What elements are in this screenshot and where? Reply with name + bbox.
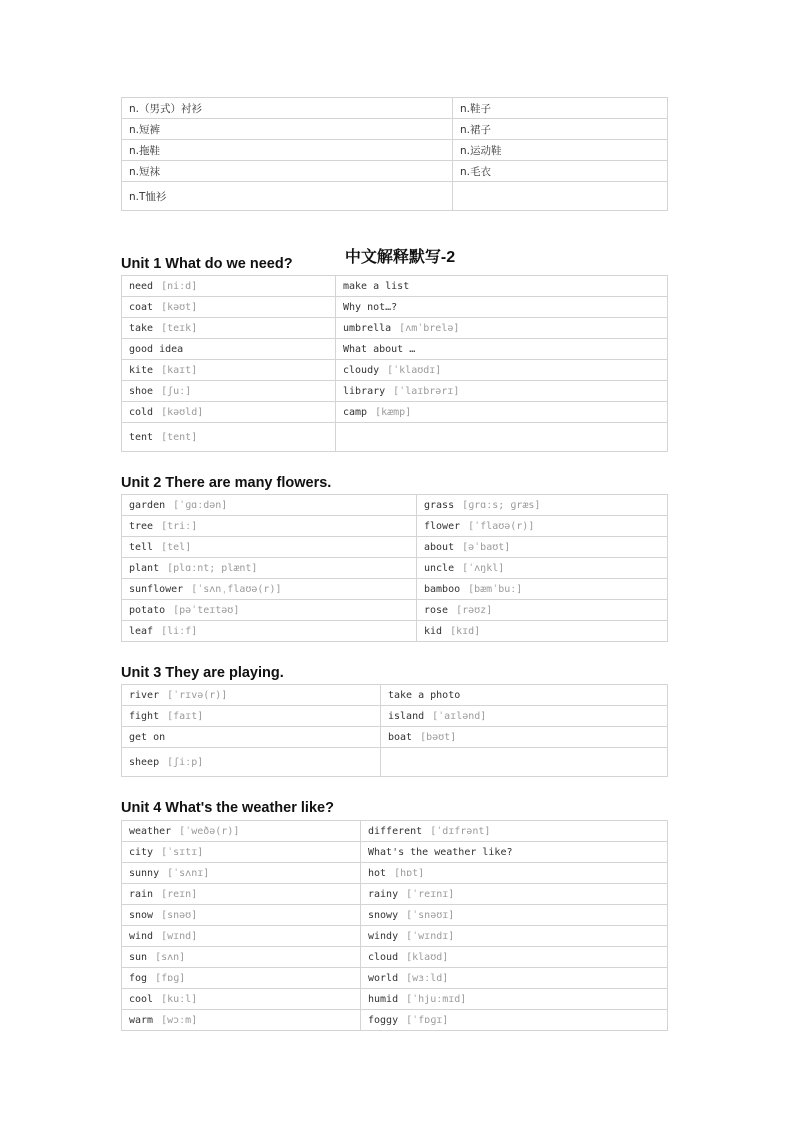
table-cell xyxy=(122,706,381,727)
phonetic-text: [ʃiːp] xyxy=(167,756,204,768)
phonetic-text: [kuːl] xyxy=(161,993,198,1005)
table-cell xyxy=(122,926,361,947)
phonetic-text: [ˈfɒɡɪ] xyxy=(406,1014,449,1026)
unit-1-table xyxy=(121,275,668,452)
phonetic-text: [hɒt] xyxy=(394,867,425,879)
vocab-word: cloud xyxy=(368,951,399,963)
vocab-word: uncle xyxy=(424,562,455,574)
vocab-word: potato xyxy=(129,604,166,616)
vocab-word: leaf xyxy=(129,625,154,637)
vocab-word: Why not…? xyxy=(343,301,398,313)
table-cell xyxy=(122,1010,361,1031)
table-cell xyxy=(361,989,668,1010)
table-cell xyxy=(453,119,668,140)
table-cell xyxy=(122,381,336,402)
phonetic-text: [snəʊ] xyxy=(161,909,198,921)
table-row xyxy=(122,926,668,947)
table-cell xyxy=(336,276,668,297)
table-cell xyxy=(417,558,668,579)
table-cell xyxy=(361,842,668,863)
table-row xyxy=(122,423,668,452)
vocab-word: umbrella xyxy=(343,322,392,334)
unit-3-heading: Unit 3 They are playing. xyxy=(121,665,284,681)
unit-2-heading: Unit 2 There are many flowers. xyxy=(121,475,332,491)
table-row xyxy=(122,579,668,600)
table-cell xyxy=(361,1010,668,1031)
table-cell xyxy=(417,516,668,537)
unit-4-table-body xyxy=(122,821,668,1031)
vocab-word: What's the weather like? xyxy=(368,846,513,858)
table-row xyxy=(122,600,668,621)
vocab-word: sunny xyxy=(129,867,160,879)
vocab-word: plant xyxy=(129,562,160,574)
vocab-word: n.毛衣 xyxy=(460,165,491,178)
table-row xyxy=(122,339,668,360)
unit-2-table-body xyxy=(122,495,668,642)
table-row xyxy=(122,98,668,119)
table-row xyxy=(122,842,668,863)
table-row xyxy=(122,119,668,140)
vocab-word: sheep xyxy=(129,756,160,768)
table-cell xyxy=(381,685,668,706)
table-cell xyxy=(417,600,668,621)
phonetic-text: [ʌmˈbrelə] xyxy=(399,322,460,334)
table-cell xyxy=(122,161,453,182)
vocab-word: n.T恤衫 xyxy=(129,190,167,203)
table-cell xyxy=(122,558,417,579)
phonetic-text: [kɪd] xyxy=(450,625,481,637)
table-cell xyxy=(122,318,336,339)
phonetic-text: [teɪk] xyxy=(161,322,198,334)
table-cell xyxy=(122,182,453,211)
vocab-word: weather xyxy=(129,825,172,837)
table-cell xyxy=(361,968,668,989)
vocab-word: make a list xyxy=(343,280,410,292)
phonetic-text: [niːd] xyxy=(161,280,198,292)
table-cell xyxy=(417,495,668,516)
phonetic-text: [kæmp] xyxy=(375,406,412,418)
phonetic-text: [liːf] xyxy=(161,625,198,637)
vocab-word: flower xyxy=(424,520,461,532)
table-cell xyxy=(381,727,668,748)
table-row xyxy=(122,297,668,318)
table-row xyxy=(122,947,668,968)
vocab-word: city xyxy=(129,846,154,858)
unit-4-table xyxy=(121,820,668,1031)
table-cell xyxy=(122,968,361,989)
table-cell xyxy=(361,926,668,947)
table-row xyxy=(122,884,668,905)
table-row xyxy=(122,706,668,727)
table-row xyxy=(122,182,668,211)
phonetic-text: [ˈɡɑːdən] xyxy=(173,499,228,511)
phonetic-text: [klaʊd] xyxy=(406,951,449,963)
table-cell xyxy=(122,339,336,360)
vocab-word: n.鞋子 xyxy=(460,102,491,115)
phonetic-text: [kəʊld] xyxy=(161,406,204,418)
table-cell xyxy=(122,360,336,381)
phonetic-text: [kəʊt] xyxy=(161,301,198,313)
table-cell xyxy=(361,905,668,926)
table-cell xyxy=(336,381,668,402)
vocab-word: n.运动鞋 xyxy=(460,144,502,157)
table-cell xyxy=(122,140,453,161)
vocab-word: different xyxy=(368,825,423,837)
table-cell xyxy=(381,706,668,727)
phonetic-text: [ˈklaʊdɪ] xyxy=(387,364,442,376)
vocab-word: What about … xyxy=(343,343,416,355)
table-row xyxy=(122,821,668,842)
vocab-word: bamboo xyxy=(424,583,461,595)
phonetic-text: [ʃuː] xyxy=(161,385,192,397)
unit-2-table xyxy=(121,494,668,642)
table-cell xyxy=(417,621,668,642)
phonetic-text: [reɪn] xyxy=(161,888,198,900)
vocab-word: n.短袜 xyxy=(129,165,160,178)
vocab-word: wind xyxy=(129,930,154,942)
table-cell xyxy=(122,600,417,621)
phonetic-text: [əˈbaʊt] xyxy=(462,541,511,553)
phonetic-text: [tel] xyxy=(161,541,192,553)
phonetic-text: [bæmˈbuː] xyxy=(468,583,523,595)
phonetic-text: [ˈdɪfrənt] xyxy=(430,825,491,837)
table-row xyxy=(122,989,668,1010)
vocab-word: tent xyxy=(129,431,154,443)
table-row xyxy=(122,621,668,642)
phonetic-text: [tent] xyxy=(161,431,198,443)
unit-3-table xyxy=(121,684,668,777)
table-row xyxy=(122,727,668,748)
vocab-word: sun xyxy=(129,951,148,963)
vocab-word: world xyxy=(368,972,399,984)
table-row xyxy=(122,537,668,558)
phonetic-text: [ˈflaʊə(r)] xyxy=(468,520,535,532)
phonetic-text: [ˈʌŋkl] xyxy=(462,562,505,574)
vocab-word: grass xyxy=(424,499,455,511)
table-cell xyxy=(122,402,336,423)
table-cell xyxy=(122,884,361,905)
vocab-word: tree xyxy=(129,520,154,532)
table-cell xyxy=(122,748,381,777)
clothing-table-body xyxy=(122,98,668,211)
vocab-word: take a photo xyxy=(388,689,461,701)
vocab-word: fight xyxy=(129,710,160,722)
phonetic-text: [ˈsʌnɪ] xyxy=(167,867,210,879)
table-row xyxy=(122,558,668,579)
table-cell xyxy=(122,989,361,1010)
vocab-word: cloudy xyxy=(343,364,380,376)
vocab-word: library xyxy=(343,385,386,397)
phonetic-text: [rəʊz] xyxy=(456,604,493,616)
phonetic-text: [plɑːnt; plænt] xyxy=(167,562,258,574)
table-cell xyxy=(361,947,668,968)
page-title: 中文解释默写-2 xyxy=(344,248,456,266)
unit-3-table-body xyxy=(122,685,668,777)
phonetic-text: [ˈsɪtɪ] xyxy=(161,846,204,858)
vocab-word: tell xyxy=(129,541,154,553)
vocab-word: sunflower xyxy=(129,583,184,595)
clothing-table xyxy=(121,97,668,211)
table-row xyxy=(122,905,668,926)
unit-4-heading: Unit 4 What's the weather like? xyxy=(121,800,334,816)
vocab-word: rainy xyxy=(368,888,399,900)
table-cell xyxy=(122,119,453,140)
table-row xyxy=(122,360,668,381)
phonetic-text: [wɔːm] xyxy=(161,1014,198,1026)
vocab-word: n.（男式）衬衫 xyxy=(129,102,202,115)
phonetic-text: [ˈsnəʊɪ] xyxy=(406,909,455,921)
vocab-word: camp xyxy=(343,406,368,418)
phonetic-text: [ˈreɪnɪ] xyxy=(406,888,455,900)
table-row xyxy=(122,318,668,339)
table-cell xyxy=(122,905,361,926)
table-cell xyxy=(336,318,668,339)
table-cell xyxy=(381,748,668,777)
phonetic-text: [sʌn] xyxy=(155,951,186,963)
vocab-word: rain xyxy=(129,888,154,900)
vocab-word: good idea xyxy=(129,343,184,355)
vocab-word: fog xyxy=(129,972,148,984)
phonetic-text: [ˈweðə(r)] xyxy=(179,825,240,837)
vocab-word: get on xyxy=(129,731,166,743)
table-cell xyxy=(453,140,668,161)
table-cell xyxy=(453,98,668,119)
phonetic-text: [ˈwɪndɪ] xyxy=(406,930,455,942)
vocab-word: coat xyxy=(129,301,154,313)
table-row xyxy=(122,161,668,182)
table-cell xyxy=(122,685,381,706)
table-row xyxy=(122,685,668,706)
vocab-word: river xyxy=(129,689,160,701)
vocab-word: n.短裤 xyxy=(129,123,160,136)
vocab-word: cold xyxy=(129,406,154,418)
phonetic-text: [kaɪt] xyxy=(161,364,198,376)
vocab-word: foggy xyxy=(368,1014,399,1026)
table-row xyxy=(122,276,668,297)
vocab-word: n.拖鞋 xyxy=(129,144,160,157)
vocab-word: hot xyxy=(368,867,387,879)
table-cell xyxy=(122,621,417,642)
phonetic-text: [wɪnd] xyxy=(161,930,198,942)
table-cell xyxy=(361,863,668,884)
table-row xyxy=(122,748,668,777)
table-cell xyxy=(122,516,417,537)
table-cell xyxy=(122,863,361,884)
table-cell xyxy=(361,884,668,905)
phonetic-text: [pəˈteɪtəʊ] xyxy=(173,604,240,616)
vocab-word: need xyxy=(129,280,154,292)
table-cell xyxy=(122,537,417,558)
vocab-word: island xyxy=(388,710,425,722)
table-cell xyxy=(336,402,668,423)
table-cell xyxy=(417,579,668,600)
vocab-word: garden xyxy=(129,499,166,511)
phonetic-text: [fɒɡ] xyxy=(155,972,186,984)
table-row xyxy=(122,516,668,537)
table-cell xyxy=(336,339,668,360)
vocab-word: humid xyxy=(368,993,399,1005)
table-cell xyxy=(122,727,381,748)
phonetic-text: [triː] xyxy=(161,520,198,532)
table-row xyxy=(122,402,668,423)
table-cell xyxy=(122,579,417,600)
table-cell xyxy=(336,360,668,381)
table-cell xyxy=(453,182,668,211)
table-row xyxy=(122,140,668,161)
vocab-word: kid xyxy=(424,625,443,637)
table-row xyxy=(122,381,668,402)
vocab-word: windy xyxy=(368,930,399,942)
table-cell xyxy=(336,297,668,318)
table-row xyxy=(122,968,668,989)
table-cell xyxy=(453,161,668,182)
table-row xyxy=(122,1010,668,1031)
table-row xyxy=(122,495,668,516)
phonetic-text: [ɡrɑːs; ɡræs] xyxy=(462,499,541,511)
table-row xyxy=(122,863,668,884)
table-cell xyxy=(122,842,361,863)
vocab-word: n.裙子 xyxy=(460,123,491,136)
table-cell xyxy=(122,423,336,452)
vocab-word: snow xyxy=(129,909,154,921)
phonetic-text: [ˈaɪlənd] xyxy=(432,710,487,722)
phonetic-text: [faɪt] xyxy=(167,710,204,722)
vocab-word: warm xyxy=(129,1014,154,1026)
phonetic-text: [wɜːld] xyxy=(406,972,449,984)
vocab-word: snowy xyxy=(368,909,399,921)
table-cell xyxy=(122,947,361,968)
vocab-word: boat xyxy=(388,731,413,743)
table-cell xyxy=(122,821,361,842)
table-cell xyxy=(122,495,417,516)
vocab-word: kite xyxy=(129,364,154,376)
phonetic-text: [ˈrɪvə(r)] xyxy=(167,689,228,701)
phonetic-text: [ˈsʌnˌflaʊə(r)] xyxy=(191,583,282,595)
table-cell xyxy=(122,98,453,119)
phonetic-text: [bəʊt] xyxy=(420,731,457,743)
table-cell xyxy=(361,821,668,842)
vocab-word: shoe xyxy=(129,385,154,397)
unit-1-table-body xyxy=(122,276,668,452)
table-cell xyxy=(122,276,336,297)
vocab-word: take xyxy=(129,322,154,334)
phonetic-text: [ˈlaɪbrərɪ] xyxy=(393,385,460,397)
vocab-word: about xyxy=(424,541,455,553)
unit-1-heading: Unit 1 What do we need? xyxy=(121,256,293,272)
phonetic-text: [ˈhjuːmɪd] xyxy=(406,993,467,1005)
table-cell xyxy=(122,297,336,318)
table-cell xyxy=(336,423,668,452)
vocab-word: cool xyxy=(129,993,154,1005)
vocab-word: rose xyxy=(424,604,449,616)
table-cell xyxy=(417,537,668,558)
